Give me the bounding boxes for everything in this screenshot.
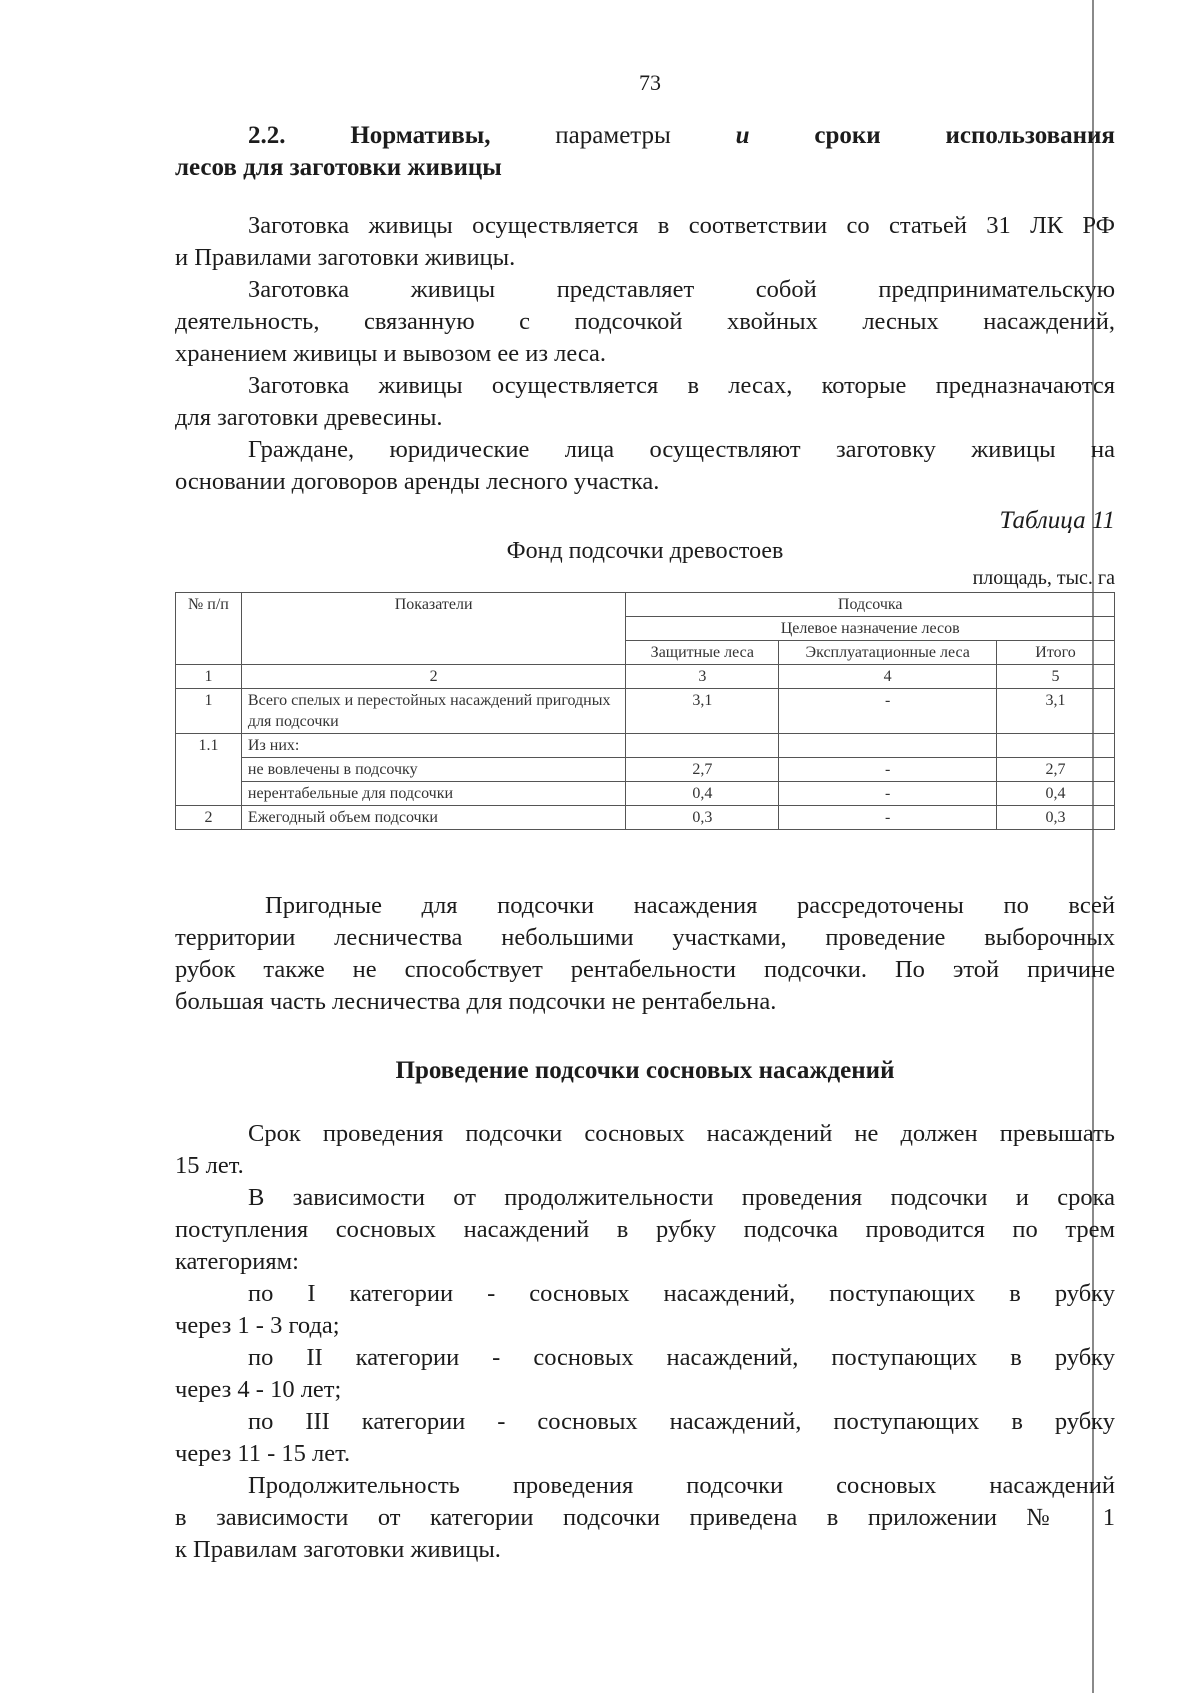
tapping-paragraphs [175,1118,1115,1566]
table-caption-block [175,505,1115,537]
row-total: 2,7 [997,758,1115,782]
table-header-row [176,593,1115,617]
column-numbers-row [176,665,1115,689]
table-row [176,782,1115,806]
heading-word: использования [945,122,1115,149]
after-table-paragraph-block [175,890,1115,1018]
row-exploitation: - [779,689,997,734]
row-name: не вовлечены в подсочку [241,758,625,782]
heading-word: параметры [555,122,671,149]
column-number: 3 [626,665,779,689]
paragraph-line: поступления сосновых насаждений в рубку подсочка проводится по трем [175,1216,1115,1243]
table-title: Фонд подсочки древостоев [506,538,784,564]
row-protective [626,734,779,758]
paragraph-line: Заготовка живицы осуществляется в лесах, которые предназначаются [248,372,1115,399]
paragraph [175,210,1115,274]
page-number: 73 [639,70,661,95]
paragraph [175,370,1115,434]
table-row [176,734,1115,758]
column-number: 1 [176,665,242,689]
row-name: Ежегодный объем подсочки [241,806,625,830]
subheading-block [175,1055,1115,1087]
row-num: 1.1 [176,734,242,806]
row-name: Всего спелых и перестойных насаждений пригодных для подсочки [241,689,625,734]
row-protective: 0,4 [626,782,779,806]
row-exploitation: - [779,758,997,782]
row-num: 2 [176,806,242,830]
heading-word: сроки [814,122,881,149]
paragraph-line: хранением живицы и вывозом ее из леса. [175,340,607,367]
paragraph [175,1470,1115,1566]
tapping-fund-table [175,592,1115,830]
column-number: 5 [997,665,1115,689]
paragraph-line: через 1 - 3 года; [175,1312,340,1339]
section-heading [175,120,1115,184]
table-row [176,758,1115,782]
row-name: Из них: [241,734,625,758]
paragraph-line: Заготовка живицы представляет собой предпринимательскую [248,276,1115,303]
row-num: 1 [176,689,242,734]
header-total: Итого [997,641,1115,665]
row-exploitation: - [779,782,997,806]
paragraph-line: Граждане, юридические лица осуществляют заготовку живицы на [248,436,1115,463]
paragraph-line: и Правилами заготовки живицы. [175,244,516,271]
section-heading-line-1 [175,120,1115,152]
category-item [175,1278,1115,1342]
row-exploitation [779,734,997,758]
paragraph-line: рубок также не способствует рентабельности подсочки. По этой причине [175,956,1115,983]
row-protective: 3,1 [626,689,779,734]
section-heading-block [175,120,1115,184]
column-number: 4 [779,665,997,689]
category-item [175,1406,1115,1470]
row-exploitation: - [779,806,997,830]
paragraph [175,1182,1115,1278]
paragraph-line: Заготовка живицы осуществляется в соответствии со статьей 31 ЛК РФ [248,212,1115,239]
paragraph-line: для заготовки древесины. [175,404,443,431]
row-total: 3,1 [997,689,1115,734]
table-row [176,689,1115,734]
paragraph-line: основании договоров аренды лесного участка. [175,468,660,495]
paragraph-line: деятельность, связанную с подсочкой хвойных лесных насаждений, [175,308,1115,335]
column-number: 2 [241,665,625,689]
header-purpose: Целевое назначение лесов [626,617,1115,641]
paragraph [175,1118,1115,1182]
header-num: № п/п [176,593,242,665]
paragraph-line: территории лесничества небольшими участками, проведение выборочных [175,924,1115,951]
paragraph-line: в зависимости от категории подсочки приведена в приложении № 1 [175,1504,1115,1531]
table-title-block [175,535,1115,567]
paragraph-line: Продолжительность проведения подсочки сосновых насаждений [248,1472,1115,1499]
subheading: Проведение подсочки сосновых насаждений [395,1057,895,1084]
paragraph-line: В зависимости от продолжительности проведения подсочки и срока [248,1184,1115,1211]
paragraph-line: категориям: [175,1248,299,1275]
category-item [175,1342,1115,1406]
paragraph-line: к Правилам заготовки живицы. [175,1536,501,1563]
header-indicators: Показатели [241,593,625,665]
paragraph [175,434,1115,498]
row-total: 0,4 [997,782,1115,806]
paragraph-line: большая часть лесничества для подсочки не рентабельна. [175,988,777,1015]
row-protective: 0,3 [626,806,779,830]
table-row [176,806,1115,830]
paragraph [175,274,1115,370]
paragraph-line: по III категории - сосновых насаждений, поступающих в рубку [248,1408,1115,1435]
table-units-block [175,565,1115,591]
paragraph-line: по II категории - сосновых насаждений, поступающих в рубку [248,1344,1115,1371]
table-units: площадь, тыс. га [972,567,1115,589]
intro-paragraphs [175,210,1115,498]
heading-word: и [735,122,750,149]
paragraph-line: по I категории - сосновых насаждений, поступающих в рубку [248,1280,1115,1307]
header-tapping: Подсочка [626,593,1115,617]
paragraph [175,890,1115,1018]
heading-word: Нормативы, [350,122,491,149]
paragraph-line: Срок проведения подсочки сосновых насаждений не должен превышать [248,1120,1115,1147]
header-exploitation: Эксплуатационные леса [779,641,997,665]
row-name: нерентабельные для подсочки [241,782,625,806]
paragraph-line: 15 лет. [175,1152,244,1179]
table-label: Таблица 11 [999,507,1115,534]
row-protective: 2,7 [626,758,779,782]
paragraph-line: через 11 - 15 лет. [175,1440,351,1467]
section-number: 2.2. [248,122,286,149]
paragraph-line: Пригодные для подсочки насаждения рассредоточены по всей [265,892,1115,919]
header-protective: Защитные леса [626,641,779,665]
row-total [997,734,1115,758]
row-total: 0,3 [997,806,1115,830]
section-heading-line-2: лесов для заготовки живицы [175,154,502,181]
paragraph-line: через 4 - 10 лет; [175,1376,342,1403]
